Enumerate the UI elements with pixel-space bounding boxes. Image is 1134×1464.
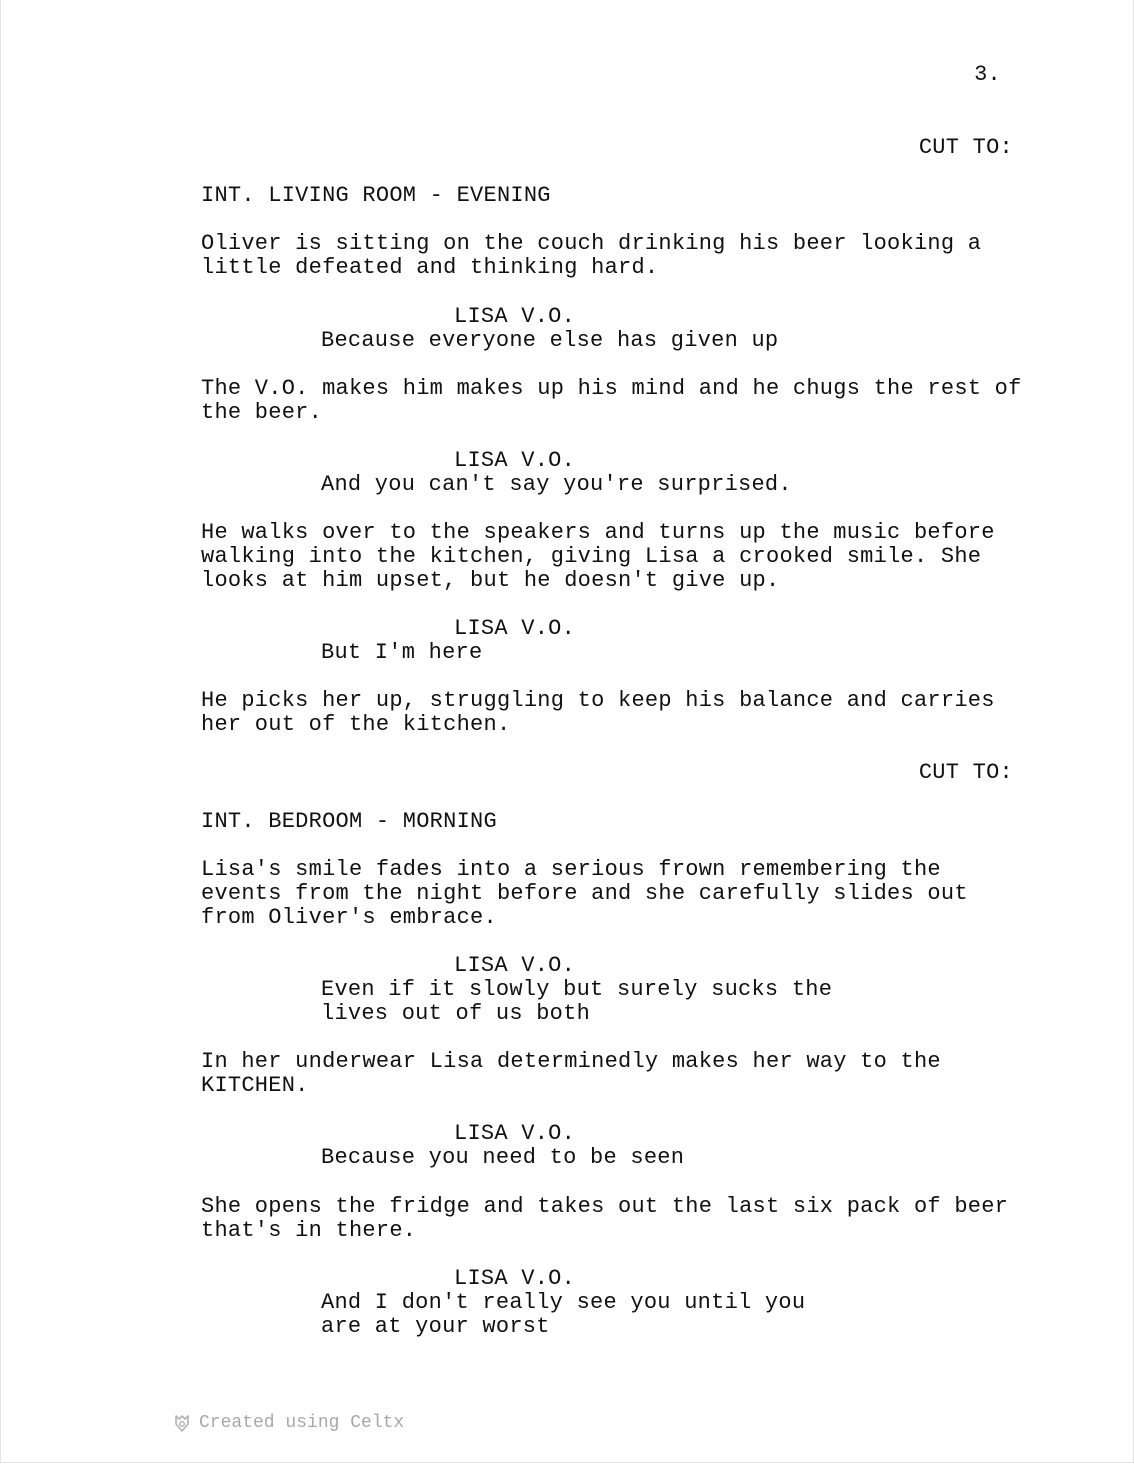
transition-cut-to: CUT TO: (918, 760, 1013, 785)
dialogue: Because everyone else has given up (321, 328, 779, 353)
dialogue: And you can't say you're surprised. (321, 472, 792, 497)
dialogue: Because you need to be seen (321, 1145, 685, 1170)
scene-heading: INT. LIVING ROOM - EVENING (201, 183, 551, 208)
footer-text: Created using Celtx (199, 1413, 405, 1433)
character-name: LISA V.O. (454, 616, 576, 641)
action-line: In her underwear Lisa determinedly makes her way to the KITCHEN. (201, 1049, 941, 1098)
character-name: LISA V.O. (454, 953, 576, 978)
transition-cut-to: CUT TO: (918, 135, 1013, 160)
character-name: LISA V.O. (454, 304, 576, 329)
action-line: She opens the fridge and takes out the last six pack of beer that's in there. (201, 1194, 1009, 1243)
action-line: He walks over to the speakers and turns up the music before walking into the kitchen, giving Lisa a crooked smile. She looks at him upset, but he doesn't give up. (201, 520, 995, 593)
page-number: 3. (974, 62, 1001, 87)
dialogue: But I'm here (321, 640, 483, 665)
action-line: Oliver is sitting on the couch drinking his beer looking a little defeated and thinking hard. (201, 231, 982, 280)
dialogue: And I don't really see you until you are at your worst (321, 1290, 806, 1339)
action-line: Lisa's smile fades into a serious frown remembering the events from the night before and she carefully slides out from Oliver's embrace. (201, 857, 968, 930)
celtx-footer (173, 1409, 404, 1437)
dialogue: Even if it slowly but surely sucks the lives out of us both (321, 977, 833, 1026)
character-name: LISA V.O. (454, 1121, 576, 1146)
scene-heading: INT. BEDROOM - MORNING (201, 809, 497, 834)
character-name: LISA V.O. (454, 1266, 576, 1291)
character-name: LISA V.O. (454, 448, 576, 473)
celtx-logo-icon (173, 1412, 191, 1434)
action-line: The V.O. makes him makes up his mind and he chugs the rest of the beer. (201, 376, 1022, 425)
action-line: He picks her up, struggling to keep his balance and carries her out of the kitchen. (201, 688, 995, 737)
